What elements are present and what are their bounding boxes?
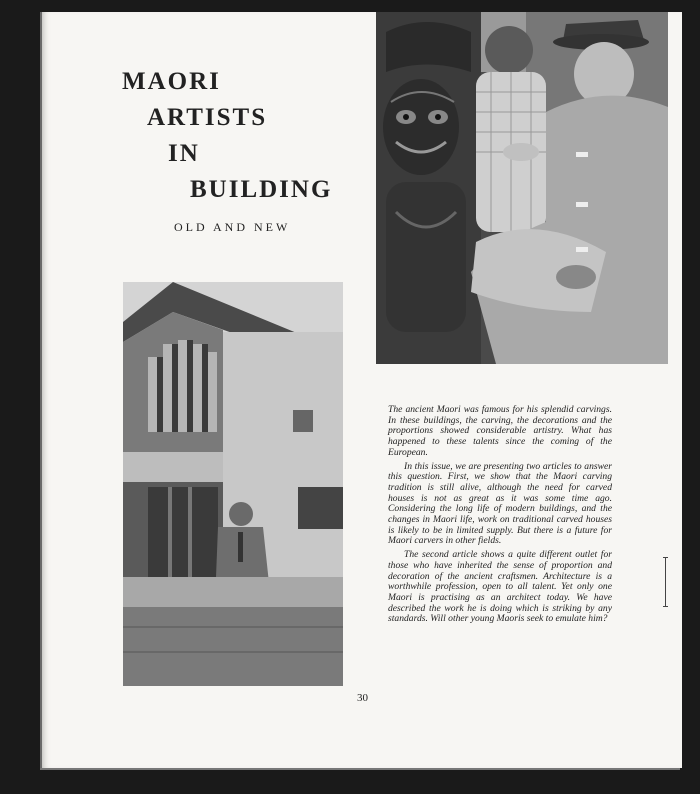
paragraph-3: The second article shows a quite different outlet for those who have inherited the sense of proportion and decoration of the ancient craftsmen. Architecture is a worthwhile profession, open to all talent. Yet only one Maori is practising as an architect today. We have described the work he is doing which is striking by any standards. Will other young Maoris seek to emulate him?	[388, 549, 612, 625]
title-line-2: ARTISTS	[147, 104, 268, 131]
building-photo-illustration	[123, 282, 343, 686]
photo-architect-building	[123, 282, 343, 686]
carver-photo-illustration	[376, 12, 668, 364]
title-line-3: IN	[168, 140, 200, 167]
page-bottom-edge	[40, 768, 680, 770]
magazine-page	[40, 12, 682, 768]
binding-mark	[665, 557, 668, 607]
article-subtitle: OLD AND NEW	[174, 220, 291, 234]
page-number: 30	[357, 692, 368, 704]
title-line-1: MAORI	[122, 68, 221, 95]
paragraph-2: In this issue, we are presenting two articles to answer this question. First, we show that the Maori carving tradition is still alive, although the need for carved houses is not as great as it was some time ago. Considering the long life of modern buildings, and the changes in Maori life, work on traditional carved houses is likely to be in limited supply. But there is a future for Maori carvers in other fields.	[388, 460, 612, 547]
photo-carver-with-child	[376, 12, 668, 364]
paragraph-1: The ancient Maori was famous for his splendid carvings. In these buildings, the carving, the decorations and the proportions showed considerable artistry. What has happened to these talents since the coming of the European.	[388, 404, 612, 458]
article-body	[388, 405, 612, 628]
title-line-4: BUILDING	[190, 176, 333, 203]
